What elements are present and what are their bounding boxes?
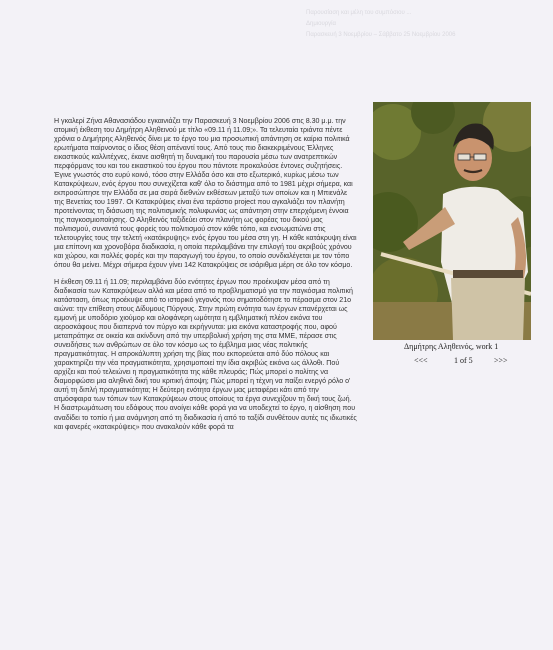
faded-header-line: Δημιουργία — [306, 21, 336, 27]
previous-image-link[interactable]: <<< — [414, 356, 428, 365]
faded-header-line: Παρασκευή 3 Νοεμβρίου – Σάββατο 25 Νοεμβρίου 2006 — [306, 32, 456, 38]
article-text — [54, 117, 358, 432]
image-counter: 1 of 5 — [454, 356, 473, 365]
artist-photo-image — [373, 102, 531, 340]
artist-photo[interactable] — [373, 102, 531, 340]
faded-header-line: Παρουσίαση και μέλη του συμπόσιου ... — [306, 10, 412, 16]
next-image-link[interactable]: >>> — [494, 356, 508, 365]
article-paragraph: Η γκαλερί Ζήνα Αθανασιάδου εγκαινιάζει την Παρασκευή 3 Νοεμβρίου 2006 στις 8.30 μ.μ. την ατομική έκθεση του Δημήτρη Αληθεινού με τίτλο «09.11 ή 11.09;». Τα τελευταία τριάντα πέντε χρόνια ο Δημήτρης Αληθεινός δίνει με το έργο του μια προσωπική απάντηση σε καίρια πολιτικά ερωτήματα παίρνοντας ο ίδιος θέση απέναντί τους. Από τους πιο διακεκριμένους Έλληνες εικαστικούς καλλιτέχνες, έκανε αισθητή τη δυναμική του παρουσία μέσω των ανατρεπτικών περφόρμανς του και του εικαστικού του έργου που πάντοτε προκαλούσε έντονες συζητήσεις. Έγινε γνωστός στο ευρύ κοινό, τόσο στην Ελλάδα όσο και στο εξωτερικό, κυρίως μέσω των Κατακρύψεων, ενός έργου που συνεχίζεται καθ' όλο το διάστημα από το 1981 μέχρι σήμερα, και εκπροσώπησε την Ελλάδα σε μια σειρά διεθνών εκθέσεων μεταξύ των οποίων και η Μπιενάλε της Βενετίας του 1997. Οι Κατακρύψεις είναι ένα τεράστιο project που αγκαλιάζει τον πλανήτη προτείνοντας τη διάσωση της πολιτισμικής πολυφωνίας ως απάντηση στην επερχόμενη έννοια της παγκοσμιοποίησης. Ο Αληθεινός ταξιδεύει στον πλανήτη ως φορέας του δικού μας πολιτισμού, συναντά τους φορείς του πολιτισμού στον κάθε τόπο, και ενσωματώνει στις τελετουργίες τους την τελετή «κατάκρυψης» ενός έργου του μέσα στη γη. Η κάθε κατάκρυψη είναι μια επίπονη και χρονοβόρα διαδικασία, η οποία περιλαμβάνει την επιλογή του ακριβούς χρόνου και χώρου, και πολλές φορές και την παραγωγή του έργου, το οποίο συνδιαλέγεται με τον τόπο όπου θα μείνει. Μέχρι σήμερα έχουν γίνει 142 Κατακρύψεις σε ισάριθμα μέρη σε όλο τον κόσμο. — [54, 117, 357, 270]
faded-header — [306, 8, 546, 41]
article-paragraph: Η έκθεση 09.11 ή 11.09; περιλαμβάνει δύο ενότητες έργων που προέκυψαν μέσα από τη διαδικασία των Κατακρύψεων αλλά και μέσα από το προβληματισμό για την παγκόσμια πολιτική κατάσταση, όπως προέκυψε από το ιστορικό γεγονός που σηματοδότησε το πέρασμα στον 21ο αιώνα: την επίθεση στους Δίδυμους Πύργους. Στην πρώτη ενότητα των έργων επανέρχεται ως εμμονή με υποδόριο χιούμορ και ολοφάνερη ωμότητα η εμβληματική πλέον εικόνα του αεροσκάφους που διαπερνά τον πύργο και εκρήγνυται: μια εικόνα καταστροφής που, αφού μεταπράτηκε σε οικεία και ακίνδυνη από την υπερβολική χρήση της στα ΜΜΕ, πέρασε στις συνειδήσεις των ανθρώπων σε όλο τον κόσμο ως το έμβλημα μιας νέας πολιτικής πραγματικότητας. Η απροκάλυπτη χρήση της βίας που εκπορεύεται από δύο πόλους και χαρακτηρίζει την νέα πραγματικότητα, χρησιμοποιεί την ίδια ακριβώς εικόνα ως άλλοθι. Πού αρχίζει και πού τελειώνει η πραγματικότητα της κάθε πλευράς; Πώς μπορεί ο πολίτης να διαμορφώσει μια αληθινά δική του κριτική άποψη; Πώς μπορεί η τέχνη να παίξει ενεργό ρόλο ο' αυτή τη διπλή πραγματικότητα; Η δεύτερη ενότητα έργων μας μεταφέρει κάτι από την ατμόσφαιρα των τόπων των Κατακρύψεων στους οποίους τα έργα συνεχίζουν τη δική τους ζωή. Η διαστρωμάτωση του εδάφους που ανοίγει κάθε φορά για να υποδεχτεί το έργο, η αίσθηση που αναδίδει το τοπίο ή μια ανάμνηση από τη διαδικασία ή από το ταξίδι συνθέτουν αυτές τις ιδιωτικές και φανερές «κατακρύψεις» που ανακαλούν κάθε φορά τα — [54, 278, 357, 431]
photo-caption: Δημήτρης Αληθεινός, work 1 — [404, 342, 499, 351]
